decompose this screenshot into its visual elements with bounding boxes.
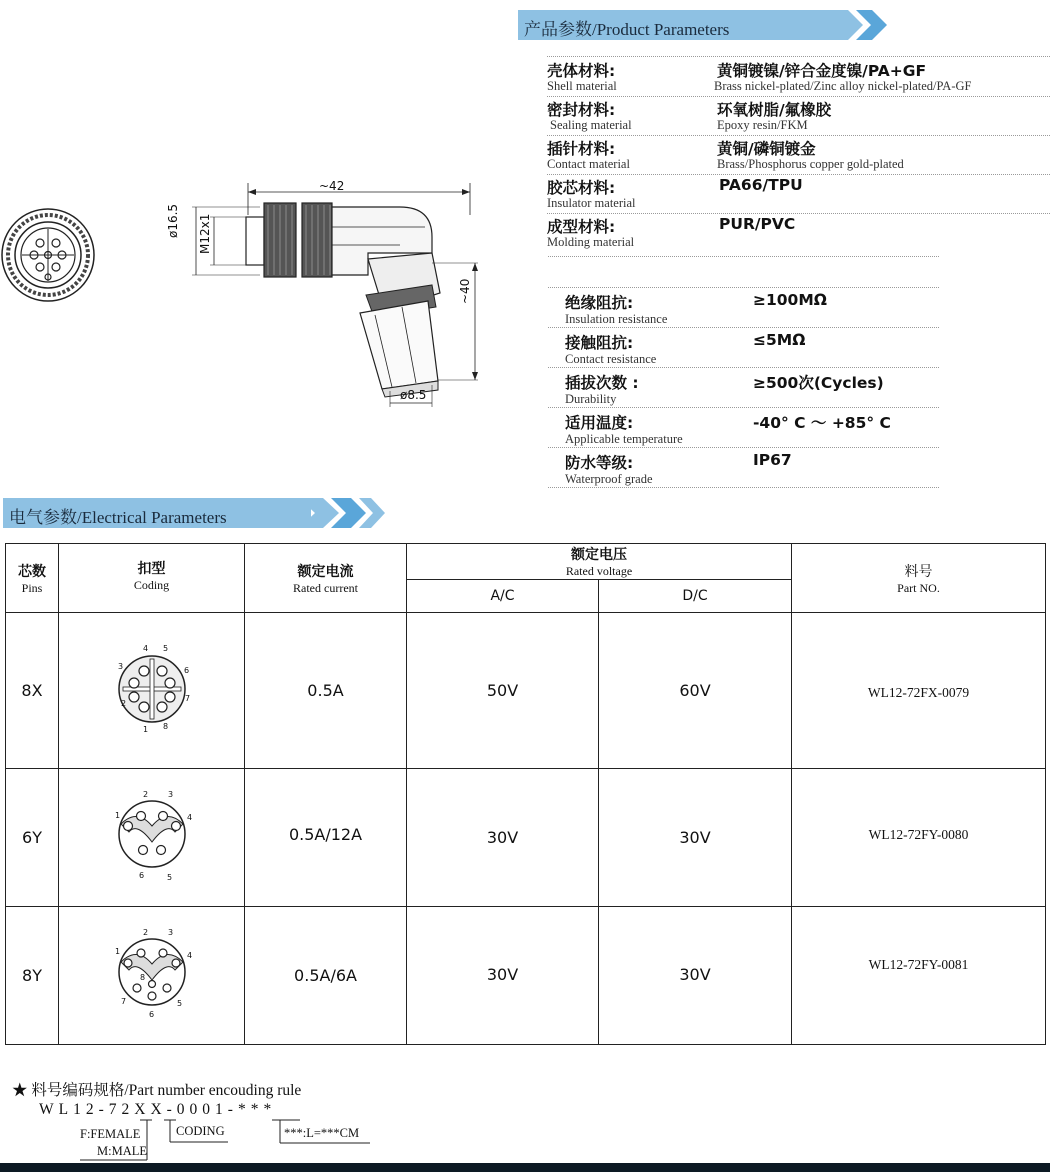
property-row	[548, 368, 939, 408]
product-parameters-banner	[518, 10, 888, 40]
pin-label: 4	[142, 643, 148, 653]
header-pins-en: Pins	[21, 580, 43, 595]
property-row	[548, 328, 939, 368]
param-value-en: Epoxy resin/FKM	[717, 118, 808, 132]
part-number-cell: WL12-72FX-0079	[792, 613, 1046, 769]
param-row	[547, 136, 1050, 175]
param-value-cn: PUR/PVC	[719, 215, 796, 233]
property-value: IP67	[753, 451, 792, 469]
part-number-cell: WL12-72FY-0080	[792, 769, 1046, 907]
table-row	[6, 769, 1046, 907]
pin-label: 3	[117, 661, 123, 671]
ac-voltage-cell: 30V	[407, 907, 599, 1045]
param-label-cn: 胶芯材料:	[547, 179, 616, 197]
header-pins	[6, 544, 59, 613]
coding-cell	[59, 613, 245, 769]
pin-label: 5	[162, 643, 168, 653]
param-label-en: Shell material	[547, 79, 617, 93]
param-label-en: Insulator material	[547, 196, 636, 210]
pin-label: 8	[139, 972, 145, 982]
param-label-en: Molding material	[547, 235, 635, 249]
divider	[547, 56, 1050, 57]
property-label-en: Durability	[565, 392, 617, 406]
pin-label: 2	[142, 789, 148, 799]
pin-label: 6	[138, 870, 144, 880]
pin-label: 3	[167, 927, 173, 937]
dim-thread-label: M12x1	[198, 213, 212, 254]
header-part	[792, 544, 1046, 613]
param-value-cn: 黄铜/磷铜镀金	[717, 140, 816, 158]
header-dc: D/C	[599, 580, 792, 613]
property-label-cn: 防水等级:	[565, 454, 634, 472]
header-part-cn: 料号	[904, 563, 933, 580]
param-row	[547, 97, 1050, 136]
pin-label: 6	[148, 1009, 154, 1019]
product-parameters-list	[547, 58, 1050, 252]
pin-label: 2	[120, 698, 126, 708]
header-coding	[59, 544, 245, 613]
property-row	[548, 288, 939, 328]
pin-label: 4	[186, 950, 192, 960]
property-label-cn: 接触阻抗:	[565, 334, 634, 352]
dim-outer-label: ø16.5	[166, 203, 180, 238]
header-current-en: Rated current	[293, 580, 358, 595]
electrical-properties-list	[548, 287, 939, 488]
pin-label: 8	[162, 721, 168, 731]
property-row	[548, 448, 939, 488]
param-row	[547, 58, 1050, 97]
param-value-en: Brass/Phosphorus copper gold-plated	[717, 157, 904, 171]
pinout-6y-icon	[97, 786, 207, 886]
property-value: ≤5MΩ	[753, 331, 806, 349]
length-note: ***:L=***CM	[284, 1126, 360, 1140]
dc-voltage-cell: 60V	[599, 613, 792, 769]
gender-female-note: F:FEMALE	[80, 1127, 141, 1141]
header-voltage-cn: 额定电压	[571, 547, 627, 563]
bottom-bar	[0, 1163, 1050, 1172]
pin-label: 1	[114, 810, 120, 820]
param-row	[547, 214, 1050, 252]
electrical-parameters-banner	[3, 498, 393, 528]
chevron-arrows-icon	[299, 498, 389, 528]
encoding-rule-title: ★ 料号编码规格/Part number encouding rule	[12, 1082, 302, 1099]
table-row	[6, 613, 1046, 769]
pin-label: 2	[142, 927, 148, 937]
param-value-cn: 黄铜镀镍/锌合金度镍/PA+GF	[717, 62, 927, 80]
pins-cell: 8Y	[6, 907, 59, 1045]
pin-label: 7	[120, 996, 126, 1006]
property-label-cn: 绝缘阻抗:	[565, 294, 634, 312]
dim-length-label: ~42	[319, 179, 345, 193]
pin-label: 7	[184, 693, 190, 703]
param-value-cn: 环氧树脂/氟橡胶	[717, 101, 832, 119]
param-label-en: Contact material	[547, 157, 630, 171]
property-label-cn: 插拔次数 :	[565, 374, 639, 392]
property-label-en: Contact resistance	[565, 352, 657, 366]
encoding-code: WL12-72XX-0001-***	[39, 1101, 277, 1118]
param-value-cn: PA66/TPU	[719, 176, 803, 194]
property-value: ≥100MΩ	[753, 291, 827, 309]
current-cell: 0.5A/12A	[245, 769, 407, 907]
property-row	[548, 408, 939, 448]
connector-front-view	[0, 207, 100, 307]
property-value: ≥500次(Cycles)	[753, 374, 884, 392]
table-row	[6, 907, 1046, 1045]
pin-label: 1	[142, 724, 148, 734]
dc-voltage-cell: 30V	[599, 769, 792, 907]
pinout-8x-icon	[97, 639, 207, 739]
pin-label: 3	[167, 789, 173, 799]
param-label-cn: 壳体材料:	[547, 62, 616, 80]
pins-cell: 8X	[6, 613, 59, 769]
ac-voltage-cell: 30V	[407, 769, 599, 907]
connector-side-view-drawing	[170, 175, 480, 410]
property-label-cn: 适用温度:	[565, 414, 634, 432]
current-cell: 0.5A/6A	[245, 907, 407, 1045]
header-voltage-en: Rated voltage	[565, 564, 633, 578]
header-current	[245, 544, 407, 613]
pins-cell: 6Y	[6, 769, 59, 907]
header-coding-en: Coding	[133, 578, 170, 592]
pin-label: 5	[166, 872, 172, 882]
pin-label: 6	[183, 665, 189, 675]
coding-cell	[59, 769, 245, 907]
property-label-en: Waterproof grade	[565, 472, 653, 486]
pinout-8y-icon	[97, 924, 207, 1024]
param-label-cn: 成型材料:	[547, 218, 616, 236]
pin-label: 1	[114, 946, 120, 956]
electrical-table	[5, 543, 1046, 1045]
divider	[548, 256, 939, 257]
dim-height-label: ~40	[458, 278, 472, 304]
header-part-en: Part NO.	[897, 580, 940, 595]
header-voltage	[407, 544, 792, 580]
current-cell: 0.5A	[245, 613, 407, 769]
part-number-cell: WL12-72FY-0081	[792, 907, 1046, 1045]
property-value: -40° C ～ +85° C	[753, 414, 891, 432]
pin-label: 4	[186, 812, 192, 822]
param-label-cn: 插针材料:	[547, 140, 616, 158]
header-current-cn: 额定电流	[297, 563, 354, 580]
pin-label: 5	[176, 998, 182, 1008]
param-label-cn: 密封材料:	[547, 101, 616, 119]
ac-voltage-cell: 50V	[407, 613, 599, 769]
header-coding-cn: 扣型	[137, 561, 166, 577]
header-ac: A/C	[407, 580, 599, 613]
param-value-en: Brass nickel-plated/Zinc alloy nickel-plated/PA-GF	[714, 79, 972, 93]
property-label-en: Insulation resistance	[565, 312, 668, 326]
electrical-parameters-title: 电气参数/Electrical Parameters	[9, 508, 227, 527]
dc-voltage-cell: 30V	[599, 907, 792, 1045]
gender-male-note: M:MALE	[97, 1144, 147, 1158]
param-row	[547, 175, 1050, 214]
product-parameters-title: 产品参数/Product Parameters	[524, 20, 730, 39]
table-header-row	[6, 544, 1046, 580]
coding-note: CODING	[176, 1124, 225, 1138]
dim-cable-label: ø8.5	[400, 388, 427, 402]
param-label-en: Sealing material	[550, 118, 632, 132]
chevron-arrows-icon	[818, 10, 908, 40]
coding-cell	[59, 907, 245, 1045]
property-label-en: Applicable temperature	[565, 432, 683, 446]
header-pins-cn: 芯数	[18, 563, 46, 580]
